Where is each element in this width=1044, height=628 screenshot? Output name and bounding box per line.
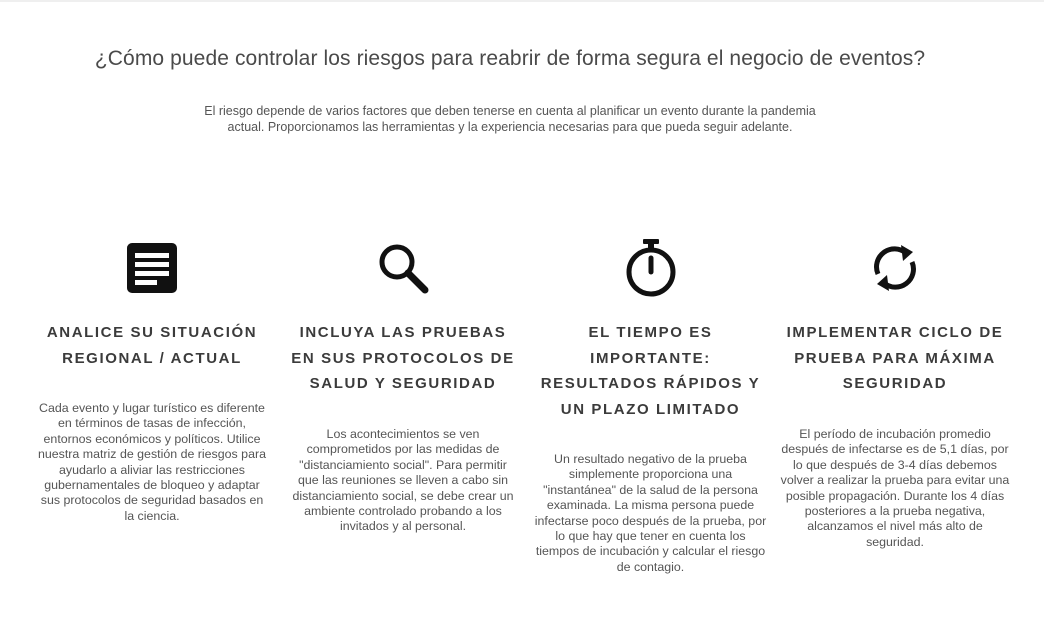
feature-body: Cada evento y lugar turístico es diferente en términos de tasas de infección, entornos económicos y políticos. Utilice nuestra matriz de gestión de riesgos para ayudarlo a aliviar las restricciones gubernamentales de bloqueo y adaptar sus protocolos de seguridad basados en la ciencia. bbox=[38, 401, 266, 523]
feature-heading: IMPLEMENTAR CICLO DE PRUEBA PARA MÁXIMA SEGURIDAD bbox=[786, 324, 1004, 393]
feature-body: Un resultado negativo de la prueba simplemente proporciona una "instantánea" de la salud de la persona examinada. La misma persona puede infectarse poco después de la prueba, por lo que hay que tener en cuenta los tiempos de incubación y calcular el riesgo de contagio. bbox=[534, 452, 767, 574]
feature-heading: EL TIEMPO ES IMPORTANTE: RESULTADOS RÁPIDOS Y UN PLAZO LIMITADO bbox=[540, 324, 761, 418]
search-icon bbox=[373, 238, 433, 298]
stopwatch-icon bbox=[621, 238, 681, 298]
page-title: ¿Cómo puede controlar los riesgos para reabrir de forma segura el negocio de eventos? bbox=[94, 47, 926, 70]
feature-body: El período de incubación promedio después de infectarse es de 5,1 días, por lo que después de 3-4 días debemos volver a realizar la prueba para evitar una posible propagación. Durante los 4 días posteriores a la prueba negativa, alcanzamos el nivel más alto de seguridad. bbox=[780, 427, 1010, 549]
feature-heading: ANALICE SU SITUACIÓN REGIONAL / ACTUAL bbox=[46, 324, 258, 367]
refresh-cycle-icon bbox=[865, 238, 925, 298]
intro-paragraph: El riesgo depende de varios factores que deben tenerse en cuenta al planificar un evento durante la pandemia actual. Proporcionamos las herramientas y la experiencia necesarias para que pueda seguir adelante. bbox=[204, 104, 816, 134]
top-divider bbox=[0, 0, 1044, 2]
feature-heading: INCLUYA LAS PRUEBAS EN SUS PROTOCOLOS DE SALUD Y SEGURIDAD bbox=[291, 324, 515, 393]
feature-body: Los acontecimientos se ven comprometidos por las medidas de "distanciamiento social". Para permitir que las reuniones se lleven a cabo sin distanciamiento social, se debe crear un ambiente controlado probando a los invitados y al personal. bbox=[292, 427, 514, 534]
document-icon bbox=[122, 238, 182, 298]
